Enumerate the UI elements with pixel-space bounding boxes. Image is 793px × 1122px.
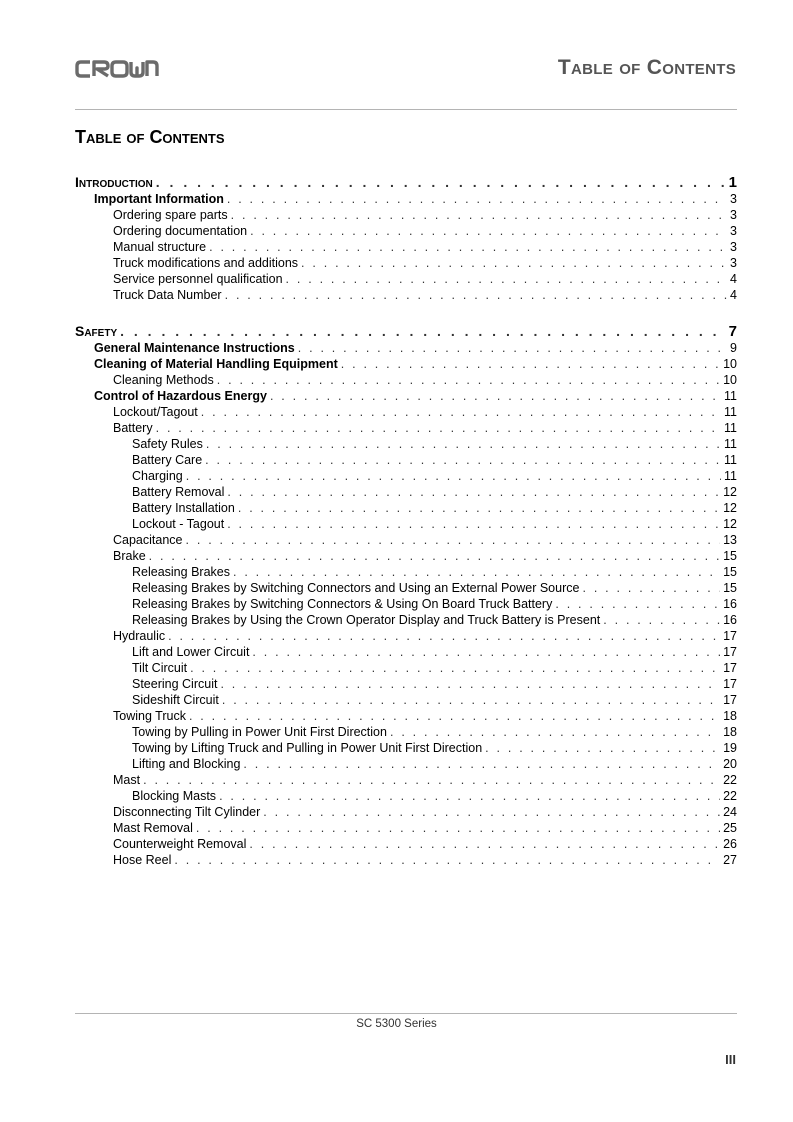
toc-dot-leader [227,191,727,207]
toc-entry-page: 22 [723,789,737,803]
toc-entry[interactable] [75,484,737,500]
toc-entry-label: Mast Removal [113,821,193,835]
toc-entry[interactable] [75,708,737,724]
toc-dot-leader [263,804,720,820]
toc-entry-page: 3 [730,192,737,206]
toc-entry-page: 12 [723,501,737,515]
toc-entry[interactable] [75,271,737,287]
toc-entry-page: 12 [723,517,737,531]
toc-entry-page: 27 [723,853,737,867]
toc-dot-leader [156,173,726,191]
toc-entry[interactable] [75,756,737,772]
toc-entry-label: Lockout - Tagout [132,517,225,531]
toc-entry[interactable] [75,612,737,628]
toc-entry-page: 19 [723,741,737,755]
toc-entry[interactable] [75,173,737,191]
toc-entry-page: 4 [730,272,737,286]
toc-entry-page: 15 [723,565,737,579]
toc-entry-page: 4 [730,288,737,302]
toc-dot-leader [190,660,720,676]
toc-entry[interactable] [75,191,737,207]
toc-entry-label: Sideshift Circuit [132,693,219,707]
toc-entry[interactable] [75,500,737,516]
toc-entry-label: Ordering documentation [113,224,248,238]
toc-entry-page: 17 [723,693,737,707]
toc-dot-leader [227,484,720,500]
toc-entry[interactable] [75,580,737,596]
toc-dot-leader [485,740,720,756]
toc-entry-page: 17 [723,629,737,643]
toc-entry-label: Safety [75,323,118,339]
toc-entry[interactable] [75,207,737,223]
toc-entry-page: 3 [730,240,737,254]
toc-dot-leader [227,516,720,532]
toc-entry-page: 11 [724,421,737,435]
toc-dot-leader [341,356,720,372]
toc-entry-page: 18 [723,709,737,723]
toc-dot-leader [186,532,721,548]
toc-entry[interactable] [75,420,737,436]
toc-entry[interactable] [75,772,737,788]
toc-dot-leader [238,500,720,516]
toc-dot-leader [231,207,727,223]
toc-entry[interactable] [75,223,737,239]
toc-entry[interactable] [75,404,737,420]
footer-page-number: III [725,1052,736,1067]
toc-entry-page: 10 [723,373,737,387]
toc-dot-leader [196,820,720,836]
toc-entry[interactable] [75,239,737,255]
toc-entry-page: 11 [724,437,737,451]
toc-entry[interactable] [75,644,737,660]
toc-dot-leader [120,322,726,340]
toc-section-introduction [75,173,737,303]
toc-dot-leader [217,372,720,388]
toc-entry[interactable] [75,852,737,868]
toc-dot-leader [390,724,720,740]
toc-entry-page: 22 [723,773,737,787]
toc-entry-page: 3 [730,256,737,270]
toc-dot-leader [205,452,721,468]
toc-entry-page: 9 [730,341,737,355]
toc-entry[interactable] [75,692,737,708]
toc-dot-leader [220,676,720,692]
toc-entry[interactable] [75,436,737,452]
toc-entry[interactable] [75,548,737,564]
toc-entry-label: Disconnecting Tilt Cylinder [113,805,261,819]
toc-entry-page: 15 [723,581,737,595]
toc-entry-label: Hose Reel [113,853,172,867]
toc-entry-page: 11 [724,389,737,403]
toc-entry-label: Counterweight Removal [113,837,247,851]
toc-entry-label: Lockout/Tagout [113,405,198,419]
toc-entry-label: Capacitance [113,533,183,547]
toc-entry-label: Cleaning of Material Handling Equipment [94,357,338,371]
toc-entry-label: Releasing Brakes by Switching Connectors and Using an External Power Source [132,581,580,595]
toc-entry-label: Steering Circuit [132,677,218,691]
toc-entry-page: 16 [723,613,737,627]
toc-entry-label: Ordering spare parts [113,208,228,222]
toc-entry[interactable] [75,356,737,372]
toc-entry-label: Truck Data Number [113,288,222,302]
toc-entry-label: Truck modifications and additions [113,256,299,270]
toc-entry-page: 17 [723,677,737,691]
toc-entry-label: Introduction [75,174,153,190]
toc-entry-label: Mast [113,773,141,787]
toc-entry[interactable] [75,788,737,804]
toc-entry[interactable] [75,676,737,692]
toc-entry[interactable] [75,740,737,756]
toc-entry[interactable] [75,596,737,612]
toc-entry-label: Charging [132,469,183,483]
toc-entry[interactable] [75,724,737,740]
toc-dot-leader [286,271,728,287]
toc-entry-label: Battery Care [132,453,203,467]
toc-dot-leader [174,852,720,868]
toc-entry-label: Cleaning Methods [113,373,214,387]
toc-entry-label: Battery [113,421,153,435]
toc-entry-page: 7 [728,323,737,340]
toc-entry-label: Battery Removal [132,485,225,499]
toc-entry[interactable] [75,516,737,532]
toc-entry-label: Lifting and Blocking [132,757,241,771]
toc-entry-label: Lift and Lower Circuit [132,645,250,659]
toc-entry-page: 26 [723,837,737,851]
header-divider [75,109,737,110]
toc-section-safety [75,322,737,868]
toc-entry-label: Releasing Brakes by Using the Crown Operator Display and Truck Battery is Present [132,613,601,627]
toc-entry-page: 3 [730,224,737,238]
toc-entry-label: Blocking Masts [132,789,217,803]
toc-entry-page: 11 [724,469,737,483]
toc-entry[interactable] [75,322,737,340]
toc-entry-page: 24 [723,805,737,819]
toc-entry-label: Towing Truck [113,709,186,723]
toc-entry[interactable] [75,836,737,852]
toc-entry-page: 11 [724,453,737,467]
toc-entry-label: General Maintenance Instructions [94,341,295,355]
toc-entry-page: 16 [723,597,737,611]
toc-entry-label: Battery Installation [132,501,235,515]
toc-entry-page: 17 [723,645,737,659]
header-title: Table of Contents [557,56,736,79]
toc-entry-page: 18 [723,725,737,739]
footer-divider [75,1013,737,1014]
toc-entry-label: Tilt Circuit [132,661,188,675]
toc-entry-label: Releasing Brakes [132,565,230,579]
toc-entry[interactable] [75,628,737,644]
toc-entry-page: 13 [723,533,737,547]
toc-entry-page: 17 [723,661,737,675]
toc-entry[interactable] [75,287,737,303]
toc-entry-page: 1 [728,174,737,191]
toc-entry[interactable] [75,468,737,484]
toc-entry-label: Hydraulic [113,629,166,643]
toc-entry[interactable] [75,255,737,271]
toc-dot-leader [189,708,720,724]
toc-dot-leader [206,436,721,452]
toc-entry[interactable] [75,388,737,404]
toc-entry[interactable] [75,452,737,468]
toc-entry[interactable] [75,372,737,388]
toc-entry-label: Brake [113,549,146,563]
toc-dot-leader [201,404,721,420]
toc-dot-leader [233,564,720,580]
toc-dot-leader [149,548,720,564]
toc-entry-page: 11 [724,405,737,419]
toc-entry[interactable] [75,532,737,548]
toc-entry[interactable] [75,820,737,836]
toc-dot-leader [143,772,720,788]
toc-entry-page: 20 [723,757,737,771]
toc-entry[interactable] [75,564,737,580]
toc-entry-label: Important Information [94,192,224,206]
toc-entry-label: Service personnel qualification [113,272,283,286]
toc-entry-page: 15 [723,549,737,563]
toc-entry[interactable] [75,660,737,676]
toc-entry-label: Towing by Pulling in Power Unit First Direction [132,725,387,739]
toc-entry-label: Releasing Brakes by Switching Connectors & Using On Board Truck Battery [132,597,553,611]
toc-dot-leader [555,596,720,612]
toc-dot-leader [603,612,720,628]
toc-entry-label: Manual structure [113,240,207,254]
toc-entry-page: 25 [723,821,737,835]
toc-dot-leader [250,223,727,239]
toc-entry-page: 12 [723,485,737,499]
toc-dot-leader [156,420,721,436]
toc-dot-leader [582,580,720,596]
toc-dot-leader [225,287,727,303]
toc-dot-leader [298,340,727,356]
footer-series: SC 5300 Series [356,1018,437,1030]
toc-dot-leader [222,692,720,708]
toc-entry[interactable] [75,804,737,820]
toc-entry-page: 3 [730,208,737,222]
toc-dot-leader [209,239,727,255]
toc-dot-leader [243,756,720,772]
toc-dot-leader [168,628,720,644]
page-title: Table of Contents [75,127,225,147]
toc-entry-label: Control of Hazardous Energy [94,389,267,403]
toc-entry-label: Safety Rules [132,437,203,451]
toc-dot-leader [186,468,721,484]
toc-dot-leader [301,255,727,271]
toc-entry[interactable] [75,340,737,356]
toc-entry-label: Towing by Lifting Truck and Pulling in Power Unit First Direction [132,741,483,755]
crown-logo [75,58,159,80]
toc-entry-page: 10 [723,357,737,371]
toc-dot-leader [219,788,720,804]
toc-dot-leader [252,644,720,660]
toc-dot-leader [249,836,720,852]
toc-dot-leader [270,388,721,404]
